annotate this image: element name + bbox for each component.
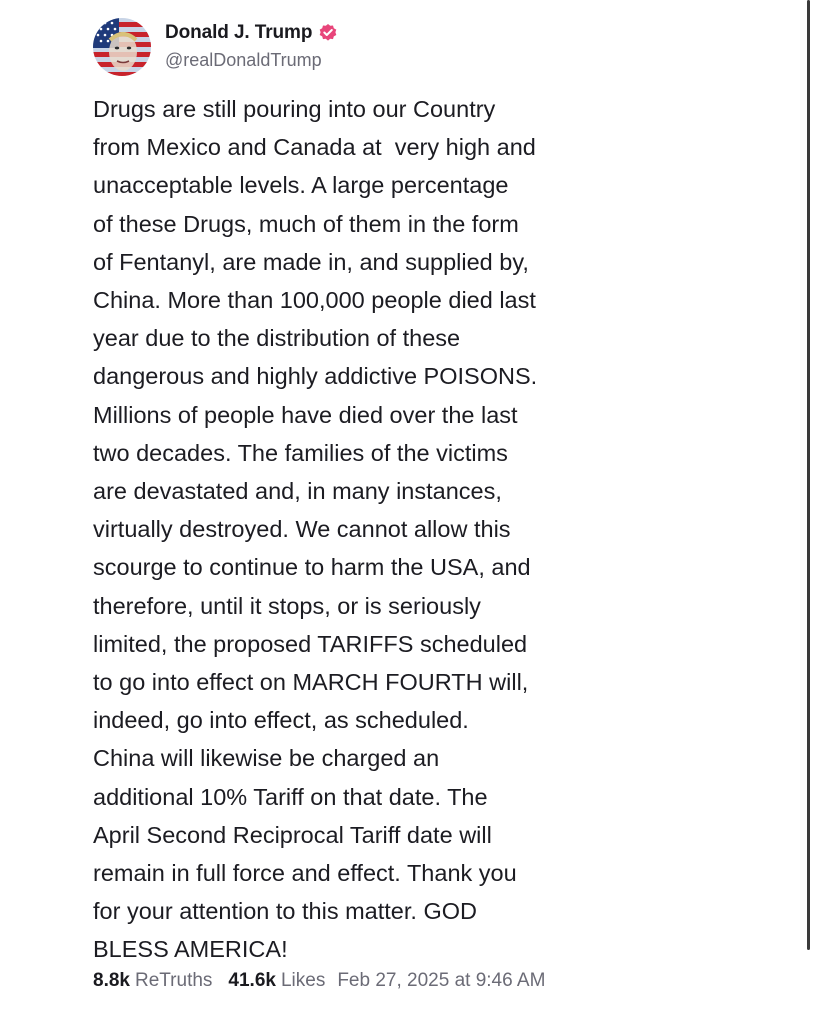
retruths-label: ReTruths (134, 970, 213, 991)
verified-badge-icon (318, 23, 338, 43)
post-stats (93, 970, 545, 992)
post-line: indeed, go into effect, as scheduled. (93, 707, 469, 734)
flag-portrait-avatar-icon (93, 18, 151, 76)
post-timestamp[interactable]: Feb 27, 2025 at 9:46 AM (337, 970, 546, 991)
post-line: Millions of people have died over the last (93, 401, 518, 428)
retruths-count: 8.8k (93, 970, 130, 991)
post-card (93, 14, 793, 991)
post-header (93, 14, 793, 80)
post-line: therefore, until it stops, or is seriously (93, 592, 481, 619)
post-line: of Fentanyl, are made in, and supplied by, (93, 248, 529, 275)
post-line: April Second Reciprocal Tariff date will (93, 821, 492, 848)
post-line: to go into effect on MARCH FOURTH will, (93, 669, 529, 696)
post-line: dangerous and highly addictive POISONS. (93, 363, 538, 390)
post-line: are devastated and, in many instances, (93, 478, 502, 505)
post-line: virtually destroyed. We cannot allow this (93, 516, 511, 543)
post-line: of these Drugs, much of them in the form (93, 210, 519, 237)
likes-label: Likes (280, 970, 326, 991)
avatar[interactable] (93, 18, 151, 76)
likes-count: 41.6k (228, 970, 276, 991)
post-line: for your attention to this matter. GOD (93, 898, 477, 925)
post-line: year due to the distribution of these (93, 325, 461, 352)
display-name-row (165, 20, 338, 46)
author-names (165, 20, 338, 71)
post-line: Drugs are still pouring into our Country (93, 96, 496, 122)
post-line: limited, the proposed TARIFFS scheduled (93, 630, 528, 657)
post-line: scourge to continue to harm the USA, and (93, 554, 531, 581)
post-line: BLESS AMERICA! (93, 936, 288, 963)
post-line: China. More than 100,000 people died last (93, 287, 536, 314)
likes-stat[interactable] (228, 970, 325, 992)
post-line: from Mexico and Canada at very high and (93, 134, 536, 161)
handle[interactable]: @realDonaldTrump (165, 50, 322, 70)
post-line: China will likewise be charged an (93, 745, 440, 772)
post-body (93, 90, 613, 969)
post-line: remain in full force and effect. Thank you (93, 860, 517, 887)
display-name[interactable]: Donald J. Trump (165, 22, 313, 43)
scrollbar[interactable] (807, 0, 810, 950)
retruths-stat[interactable] (93, 970, 212, 992)
post-line: two decades. The families of the victims (93, 439, 508, 466)
post-line: unacceptable levels. A large percentage (93, 172, 509, 199)
post-line: additional 10% Tariff on that date. The (93, 783, 488, 810)
